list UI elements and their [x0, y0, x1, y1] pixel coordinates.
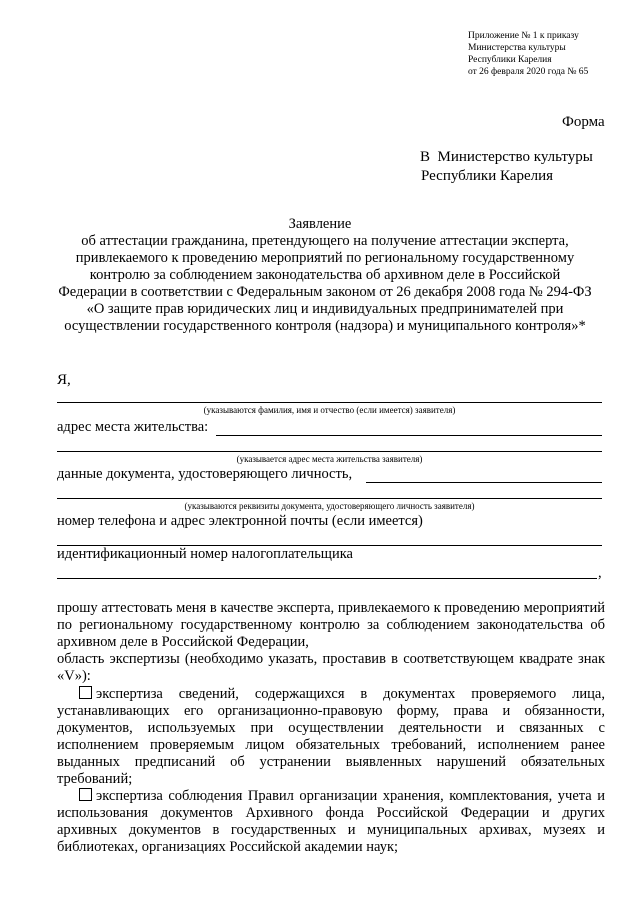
- id-document-label: данные документа, удостоверяющего личность,: [57, 466, 353, 482]
- addressee: [420, 148, 593, 186]
- form-label: Форма: [562, 114, 605, 130]
- expertise-option-2-text: экспертиза соблюдения Правил организации хранения, комплектования, учета и использования документов Архивного фонда Российской Федерации и других архивных документов в государственных и муниципальных архивах, музеях и библиотеках, организациях Российской академии наук;: [57, 788, 605, 855]
- inn-label: идентификационный номер налогоплательщика: [57, 546, 353, 562]
- checkbox-option-2[interactable]: [79, 788, 92, 801]
- inn-field-line[interactable]: [57, 578, 597, 579]
- id-document-hint: (указываются реквизиты документа, удостоверяющего личность заявителя): [184, 501, 475, 511]
- appendix-line: от 26 февраля 2020 года № 65: [468, 67, 589, 77]
- address-hint: (указывается адрес места жительства заявителя): [236, 454, 423, 464]
- phone-email-label: номер телефона и адрес электронной почты (если имеется): [57, 513, 423, 529]
- name-field-line[interactable]: [57, 402, 602, 403]
- id-document-field-line[interactable]: [366, 482, 602, 483]
- address-field-line[interactable]: [216, 435, 602, 436]
- addressee-line: В Министерство культуры: [420, 149, 593, 165]
- address-label: адрес места жительства:: [57, 419, 209, 435]
- inn-comma: ,: [598, 565, 602, 581]
- addressee-line: Республики Карелия: [421, 168, 554, 184]
- appendix-line: Министерства культуры: [468, 43, 566, 53]
- applicant-prefix: Я,: [57, 372, 71, 388]
- document-title: Заявление: [288, 216, 352, 232]
- expertise-option-1-text: экспертиза сведений, содержащихся в документах проверяемого лица, устанавливающих его организационно-правовую форму, права и обязанности, документов, используемых при осуществлении деятельности и связанных с исполнением проверяемым лицом обязательных требований, исполнением ранее выданных предписаний об устранении выявленных нарушений обязательных требований;: [57, 686, 605, 787]
- expertise-option-1: [57, 686, 605, 788]
- expertise-option-2: [57, 788, 605, 856]
- id-document-field-line-2[interactable]: [57, 498, 602, 499]
- checkbox-option-1[interactable]: [79, 686, 92, 699]
- name-hint: (указываются фамилия, имя и отчество (если имеется) заявителя): [203, 405, 456, 415]
- request-paragraph: прошу аттестовать меня в качестве эксперта, привлекаемого к проведению мероприятий по региональному государственному контролю за соблюдением законодательства об архивном деле в Российской Федерации,: [57, 600, 605, 650]
- appendix-note: [468, 30, 633, 78]
- document-subtitle: об аттестации гражданина, претендующего на получение аттестации эксперта, привлекаемого к проведению мероприятий по региональному государственному контролю за соблюдением законодательства об архивном деле в Российской Федерации в соответствии с Федеральным законом от 26 декабря 2008 года № 294-ФЗ «О защите прав юридических лиц и индивидуальных предпринимателей при осуществлении государственного контроля (надзора) и муниципального контроля»*: [58, 233, 592, 334]
- appendix-line: Республики Карелия: [468, 55, 552, 65]
- address-field-line-2[interactable]: [57, 451, 602, 452]
- expertise-area-paragraph: область экспертизы (необходимо указать, проставив в соответствующем квадрате знак «V»):: [57, 651, 605, 684]
- appendix-line: Приложение № 1 к приказу: [468, 31, 579, 41]
